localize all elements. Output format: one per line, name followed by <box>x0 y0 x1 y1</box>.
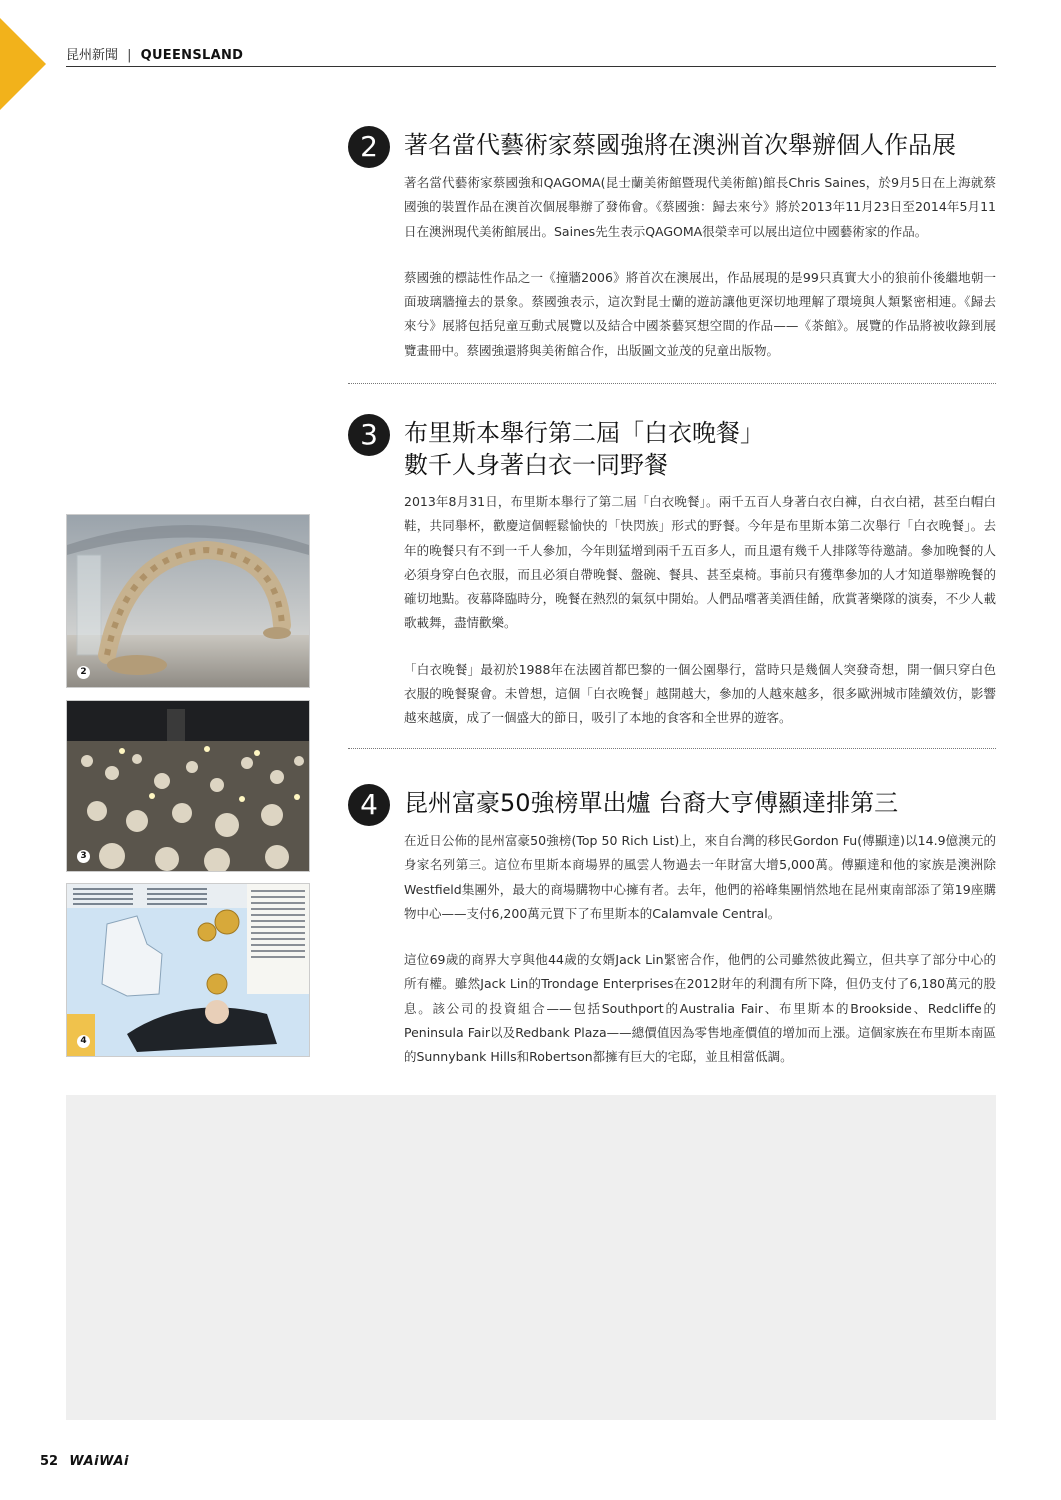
article-4 <box>348 784 996 1092</box>
article-body <box>404 829 996 1070</box>
article-body <box>404 171 996 363</box>
advertisement-placeholder <box>66 1095 996 1420</box>
headline-line: 數千人身著白衣一同野餐 <box>404 451 668 479</box>
wolves-installation-photo <box>66 514 310 688</box>
article-headline <box>404 126 996 161</box>
headline-line: 昆州富豪50強榜單出爐 台裔大亨傅顯達排第三 <box>404 789 899 817</box>
corner-accent-tab <box>0 18 46 110</box>
article-2 <box>348 126 996 385</box>
page-number: 52 <box>40 1454 59 1469</box>
white-dinner-crowd-photo <box>66 700 310 872</box>
section-divider <box>348 383 996 384</box>
wolves-installation-illustration <box>67 515 309 687</box>
article-paragraph: 在近日公佈的昆州富豪50強榜(Top 50 Rich List)上，來自台灣的移民Gordon Fu(傅顯達)以14.9億澳元的身家名列第三。這位布里斯本商場界的風雲人物過去一年財富大增5,000萬。傅顯達和他的家族是澳洲除Westfield集團外，最大的商場購物中心擁有者。去年，他們的裕峰集團悄然地在昆州東南部添了第19座購物中心——支付6,200萬元買下了布里斯本的Calamvale Central。 <box>404 833 996 921</box>
headline-line: 著名當代藝術家蔡國強將在澳洲首次舉辦個人作品展 <box>404 131 956 159</box>
article-paragraph: 這位69歲的商界大亨與他44歲的女婿Jack Lin緊密合作，他們的公司雖然彼此獨立，但共享了部分中心的所有權。雖然Jack Lin的Trondage Enterprises在2012財年的利潤有所下降，但仍支付了6,180萬元的股息。該公司的投資組合——包括Southport的Australia Fair、布里斯本的Brookside、Redcliffe的Peninsula Fair以及Redbank Plaza——總價值因為零售地產價值的增加而上漲。這個家族在布里斯本南區的Sunnybank Hills和Robertson都擁有巨大的宅邸，並且相當低調。 <box>404 952 996 1065</box>
page-footer <box>40 1450 129 1469</box>
photo-number-badge: 2 <box>77 666 90 679</box>
page-header <box>66 44 996 67</box>
white-dinner-crowd-illustration <box>67 701 309 871</box>
header-section-title: 昆州新聞 <box>66 48 119 63</box>
article-number-badge: 4 <box>348 784 390 826</box>
article-paragraph: 「白衣晚餐」最初於1988年在法國首都巴黎的一個公園舉行，當時只是幾個人突發奇想，開一個只穿白色衣服的晚餐聚會。未曾想，這個「白衣晚餐」越開越大，參加的人越來越多，很多歐洲城市陸續效仿，影響越來越廣，成了一個盛大的節日，吸引了本地的食客和全世界的遊客。 <box>404 661 996 726</box>
header-region-title: QUEENSLAND <box>140 48 244 63</box>
article-number-badge: 3 <box>348 414 390 456</box>
section-divider <box>348 748 996 749</box>
rich-list-clipping-illustration <box>67 884 309 1056</box>
headline-line: 布里斯本舉行第二屆「白衣晚餐」 <box>404 419 764 447</box>
article-body <box>404 490 996 731</box>
article-number-badge: 2 <box>348 126 390 168</box>
magazine-logo: WAiWAi <box>69 1454 129 1469</box>
article-paragraph: 蔡國強的標誌性作品之一《撞牆2006》將首次在澳展出，作品展現的是99只真實大小的狼前仆後繼地朝一面玻璃牆撞去的景象。蔡國強表示，這次對昆士蘭的遊訪讓他更深切地理解了環境與人類緊密相連。《歸去來兮》展將包括兒童互動式展覽以及結合中國茶藝冥想空間的作品——《茶館》。展覽的作品將被收錄到展覽畫冊中。蔡國強還將與美術館合作，出版圖文並茂的兒童出版物。 <box>404 269 996 358</box>
header-separator: | <box>127 48 132 63</box>
article-headline <box>404 414 996 481</box>
photo-number-badge: 3 <box>77 850 90 863</box>
photo-number-badge: 4 <box>77 1035 90 1048</box>
rich-list-clipping-photo <box>66 883 310 1057</box>
article-paragraph: 著名當代藝術家蔡國強和QAGOMA(昆士蘭美術館暨現代美術館)館長Chris Saines，於9月5日在上海就蔡國強的裝置作品在澳首次個展舉辦了發佈會。《蔡國強：歸去來兮》將於2013年11月23日至2014年5月11日在澳洲現代美術館展出。Saines先生表示QAGOMA很榮幸可以展出這位中國藝術家的作品。 <box>404 175 996 239</box>
article-3 <box>348 414 996 753</box>
article-paragraph: 2013年8月31日，布里斯本舉行了第二屆「白衣晚餐」。兩千五百人身著白衣白褲，白衣白裙，甚至白帽白鞋，共同舉杯，歡慶這個輕鬆愉快的「快閃族」形式的野餐。今年是布里斯本第二次舉行「白衣晚餐」。去年的晚餐只有不到一千人參加，今年則猛增到兩千五百多人，而且還有幾千人排隊等待邀請。參加晚餐的人必須身穿白色衣服，而且必須自帶晚餐、盤碗、餐具、甚至桌椅。事前只有獲準參加的人才知道舉辦晚餐的確切地點。夜幕降臨時分，晚餐在熱烈的氣氛中開始。人們品嚐著美酒佳餚，欣賞著樂隊的演奏，不少人載歌載舞，盡情歡樂。 <box>404 494 996 631</box>
article-headline <box>404 784 996 819</box>
